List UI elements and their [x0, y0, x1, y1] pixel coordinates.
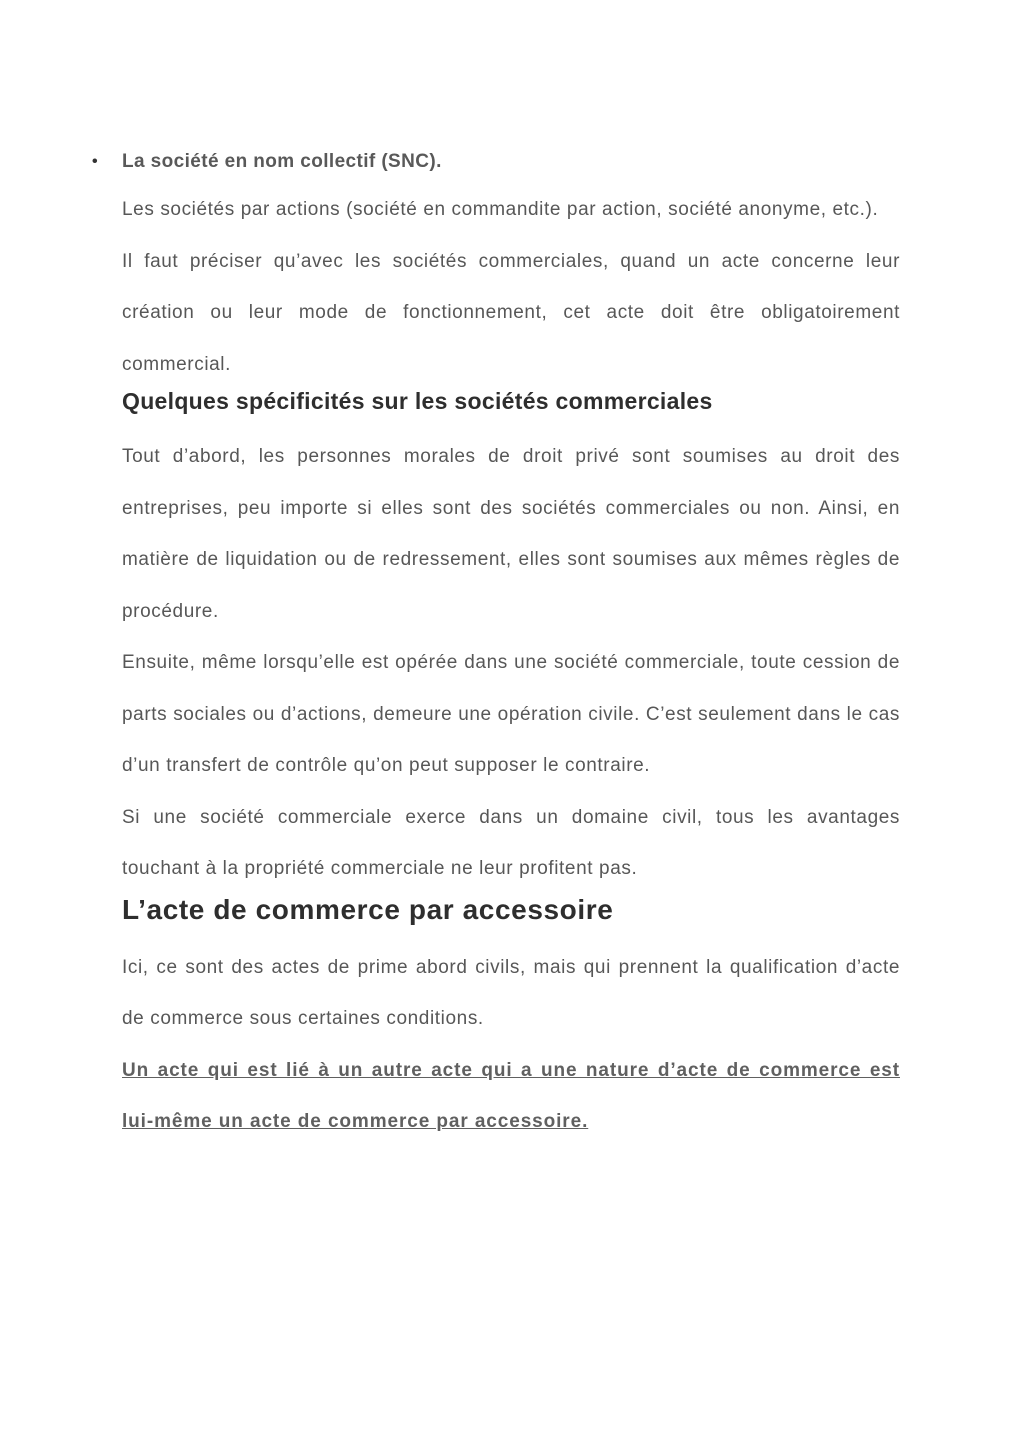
section-heading-acte-accessoire: L’acte de commerce par accessoire	[122, 893, 614, 925]
document-body	[92, 142, 900, 1148]
subheading-specificites: Quelques spécificités sur les sociétés commerciales	[122, 388, 713, 414]
paragraph-domaine-civil: Si une société commerciale exerce dans un domaine civil, tous les avantages touchant à la propriété commerciale ne leur profitent pas.	[122, 806, 900, 879]
paragraph-ensuite: Ensuite, même lorsqu’elle est opérée dans une société commerciale, toute cession de parts sociales ou d’actions, demeure une opération civile. C’est seulement dans le cas d’un transfert de contrôle qu’on peut supposer le contraire.	[122, 652, 900, 776]
paragraph-acte-obligatoirement-commercial: Il faut préciser qu’avec les sociétés commerciales, quand un acte concerne leur création ou leur mode de fonctionnement, cet acte doit être obligatoirement commercial.	[122, 250, 900, 375]
bullet-text: La société en nom collectif (SNC).	[122, 151, 442, 172]
bullet-dot-icon: •	[92, 153, 99, 170]
paragraph-societes-par-actions: Les sociétés par actions (société en commandite par action, société anonyme, etc.).	[122, 199, 879, 220]
paragraph-tout-dabord: Tout d’abord, les personnes morales de droit privé sont soumises au droit des entreprises, peu importe si elles sont des sociétés commerciales ou non. Ainsi, en matière de liquidation ou de redressement, elles sont soumises aux mêmes règles de procédure.	[122, 446, 900, 622]
bullet-item-snc	[92, 142, 900, 182]
underlined-definition: Un acte qui est lié à un autre acte qui a une nature d’acte de commerce est lui-même un acte de commerce par accessoire.	[122, 1059, 900, 1132]
paragraph-ici: Ici, ce sont des actes de prime abord civils, mais qui prennent la qualification d’acte de commerce sous certaines conditions.	[122, 956, 900, 1029]
